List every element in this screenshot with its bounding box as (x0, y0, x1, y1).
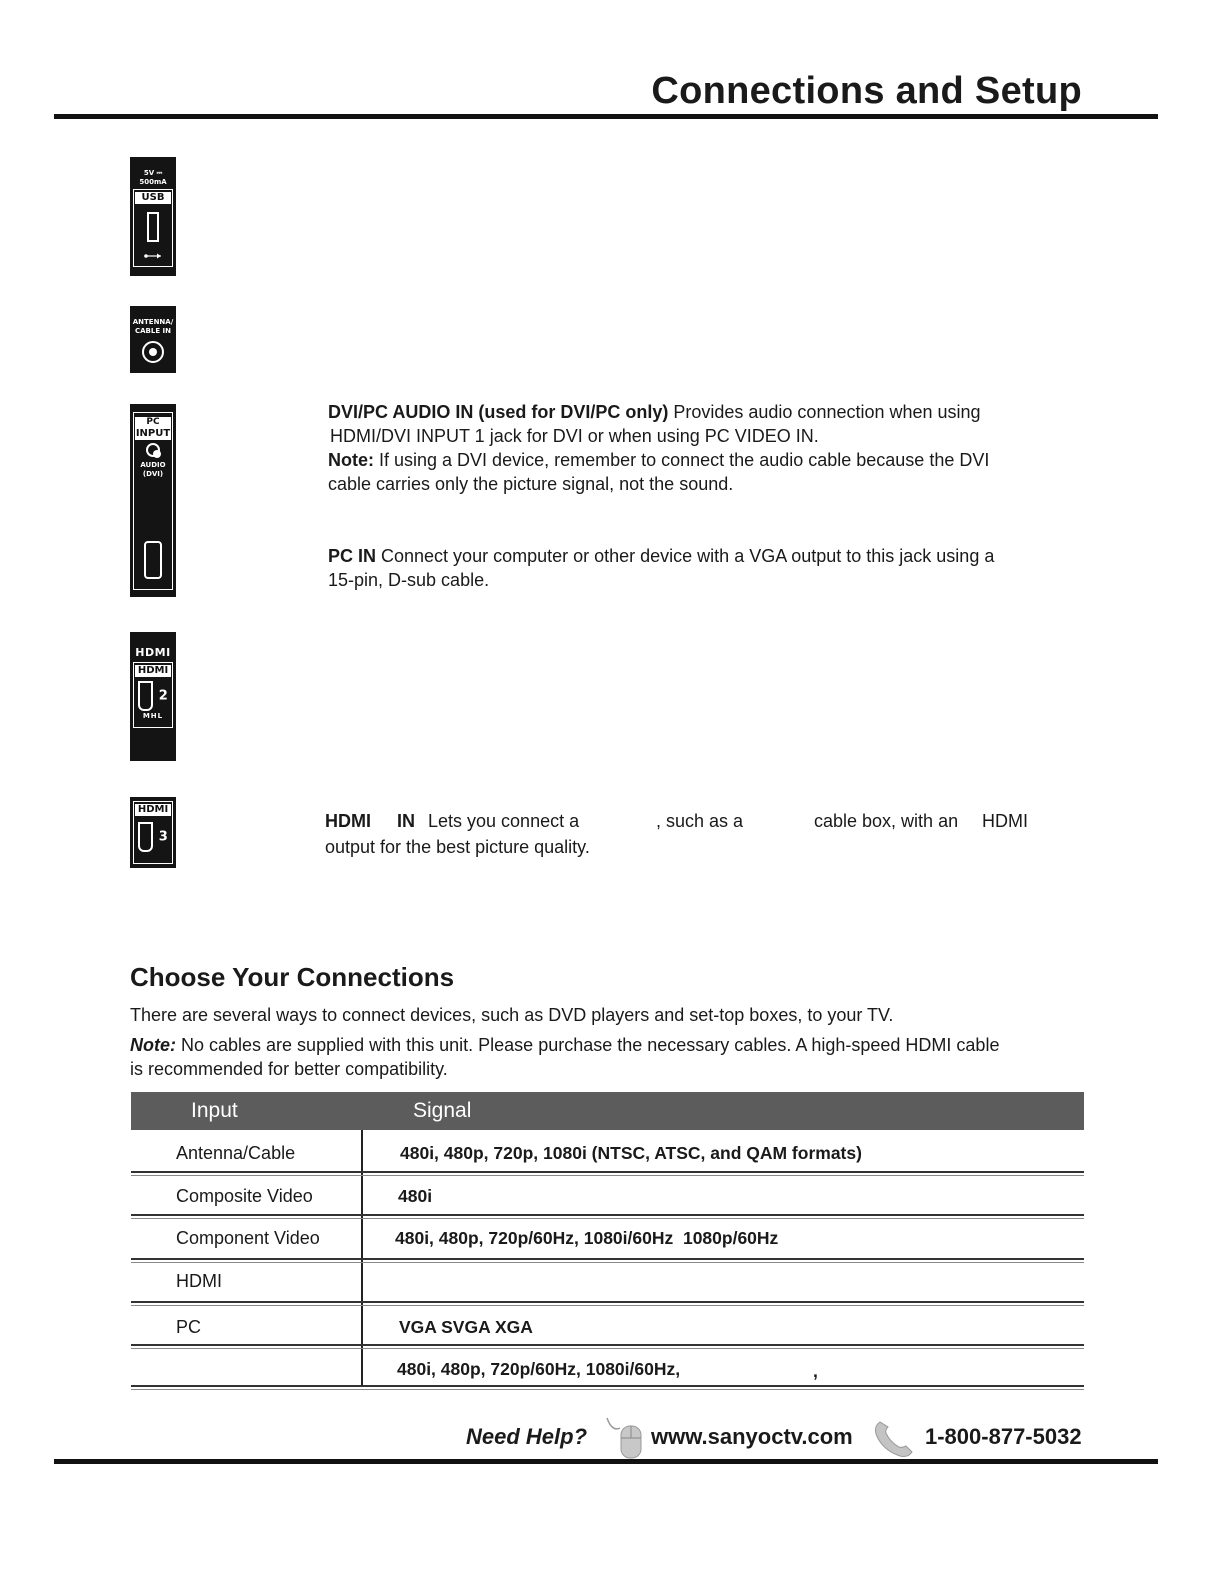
pc-in-text-1: Connect your computer or other device with a VGA output to this jack using a (376, 546, 995, 566)
connections-note-label: Note: (130, 1035, 176, 1055)
table-row-signal: 480i, 480p, 720p/60Hz, 1080i/60Hz, (397, 1359, 681, 1379)
dvi-audio-text-2: HDMI/DVI INPUT 1 jack for DVI or when using PC VIDEO IN. (330, 426, 819, 446)
hdmi-in-text-5: output for the best picture quality. (325, 837, 590, 857)
hdmi3-port-icon (138, 822, 153, 852)
hdmi-in-title-2: IN (397, 811, 415, 831)
hdmi-in-text-1: Lets you connect a (428, 811, 580, 831)
pc-in-text-2: 15-pin, D-sub cable. (328, 570, 490, 590)
audio-jack-icon (146, 443, 160, 457)
hdmi2-port-icon (138, 681, 153, 711)
phone-number: 1-800-877-5032 (925, 1424, 1082, 1449)
hdmi3-label: HDMI (135, 804, 171, 816)
hdmi3-number: 3 (158, 829, 168, 845)
table-header-signal: Signal (413, 1099, 472, 1122)
pc-jack-panel (130, 404, 176, 597)
usb-voltage: 5V ⎓ (143, 169, 163, 177)
pc-label: PC (135, 417, 171, 428)
connections-note (130, 1033, 1100, 1081)
hdmi3-jack-panel (130, 797, 176, 868)
connections-note-text-1: No cables are supplied with this unit. Please purchase the necessary cables. A high-speed HDMI cable (176, 1035, 1000, 1055)
dvi-label: (DVI) (142, 470, 164, 478)
antenna-label-line2: CABLE IN (134, 327, 172, 335)
coax-connector-icon (142, 341, 164, 363)
hdmi3-port-frame (133, 801, 173, 864)
hdmi-in-title-1: HDMI (325, 811, 371, 831)
usb-label: USB (135, 192, 171, 204)
table-row-divider (131, 1344, 1084, 1349)
footer-rule (54, 1459, 1158, 1464)
connections-intro: There are several ways to connect devices, such as DVD players and set-top boxes, to your TV. (130, 1005, 894, 1025)
table-row-divider (131, 1214, 1084, 1219)
dvi-note-text-2: cable carries only the picture signal, not the sound. (328, 474, 734, 494)
table-row-signal: VGA SVGA XGA (399, 1317, 533, 1337)
mouse-icon (604, 1414, 644, 1460)
pc-input-label: INPUT (135, 428, 171, 439)
pc-port-frame (133, 412, 173, 590)
table-row-signal-tail: , (813, 1361, 818, 1381)
table-row-input: Composite Video (176, 1186, 313, 1206)
dvi-note-text-1: If using a DVI device, remember to connect the audio cable because the DVI (374, 450, 990, 470)
table-row-input: Antenna/Cable (176, 1143, 296, 1163)
hdmi2-jack-panel (130, 632, 176, 761)
usb-symbol-icon (143, 252, 163, 260)
table-row-signal: 480i (398, 1186, 433, 1206)
usb-jack-panel (130, 157, 176, 276)
need-help-label: Need Help? (466, 1424, 588, 1449)
dvi-audio-text-1: Provides audio connection when using (668, 402, 981, 422)
antenna-label-line1: ANTENNA/ (132, 318, 174, 326)
hdmi2-port-frame (133, 662, 173, 728)
table-row-input: HDMI (176, 1271, 222, 1291)
table-row-divider (131, 1258, 1084, 1263)
usb-port-icon (147, 212, 159, 242)
website-link[interactable]: www.sanyoctv.com (651, 1424, 853, 1449)
table-header-input: Input (191, 1099, 238, 1122)
hdmi-in-text-2: , such as a (656, 811, 744, 831)
mhl-label: MHL (142, 712, 164, 720)
hdmi-in-text-4: HDMI (982, 811, 1028, 831)
pc-in-title: PC IN (328, 546, 377, 566)
hdmi-in-text-3: cable box, with an (814, 811, 959, 831)
table-row-divider (131, 1171, 1084, 1176)
dvi-audio-description (328, 400, 1088, 496)
usb-port-frame (133, 189, 173, 267)
table-row-signal: 480i, 480p, 720p/60Hz, 1080i/60Hz 1080p/60Hz (395, 1228, 779, 1248)
audio-label: AUDIO (140, 461, 166, 469)
antenna-jack-panel (130, 306, 176, 373)
hdmi-in-description (325, 809, 1085, 861)
table-row-divider (131, 1385, 1084, 1390)
header-rule (54, 114, 1158, 119)
page-title: Connections and Setup (651, 70, 1082, 112)
section-title: Choose Your Connections (130, 962, 455, 992)
hdmi2-label: HDMI (135, 665, 171, 677)
phone-icon (872, 1418, 916, 1460)
table-header (131, 1092, 1084, 1130)
table-row-input: Component Video (176, 1228, 320, 1248)
connections-note-text-2: is recommended for better compatibility. (130, 1059, 448, 1079)
hdmi2-number: 2 (158, 688, 168, 704)
vga-port-icon (144, 541, 162, 579)
table-row-signal: 480i, 480p, 720p, 1080i (NTSC, ATSC, and QAM formats) (400, 1143, 862, 1163)
table-row-divider (131, 1301, 1084, 1306)
pc-in-description (328, 544, 1088, 592)
dvi-audio-title: DVI/PC AUDIO IN (used for DVI/PC only) (328, 402, 669, 422)
hdmi-logo: HDMI (135, 646, 171, 659)
usb-current: 500mA (139, 178, 167, 186)
dvi-note-label: Note: (328, 450, 374, 470)
table-row-input: PC (176, 1317, 202, 1337)
